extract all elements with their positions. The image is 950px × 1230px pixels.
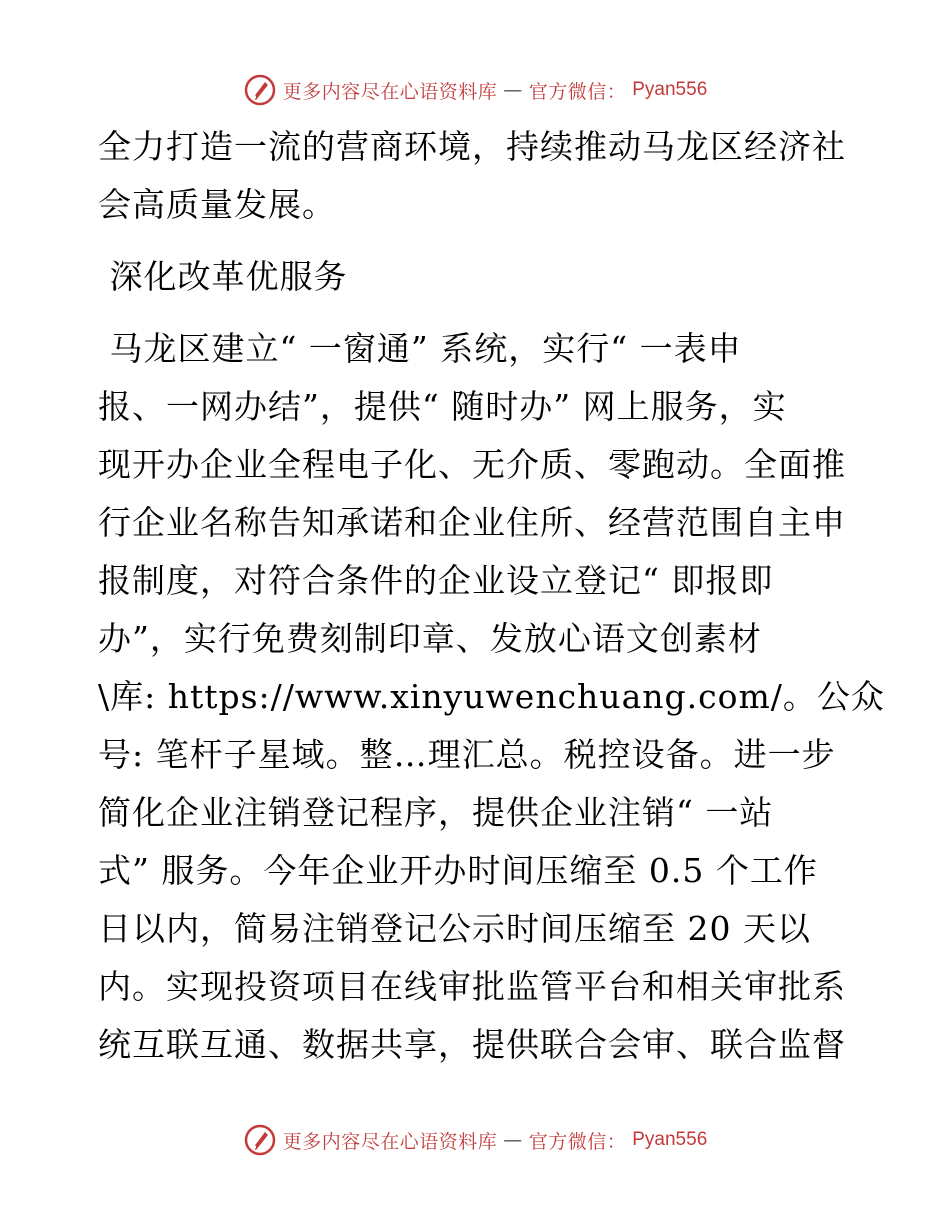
paragraph-line: 行企业名称告知承诺和企业住所、经营范围自主申 bbox=[98, 503, 846, 542]
paragraph-line: 现开办企业全程电子化、无介质、零跑动。全面推 bbox=[98, 445, 846, 484]
paragraph-line: 报制度，对符合条件的企业设立登记“ 即报即 bbox=[98, 561, 774, 600]
paragraph-line: 简化企业注销登记程序，提供企业注销“ 一站 bbox=[98, 793, 774, 832]
paragraph-line: 式” 服务。今年企业开办时间压缩至 0.5 个工作 bbox=[98, 851, 818, 890]
paragraph-line: 报、一网办结”，提供“ 随时办” 网上服务，实 bbox=[98, 387, 787, 426]
paragraph-line: 会高质量发展。 bbox=[98, 185, 336, 224]
pen-logo-icon bbox=[243, 73, 277, 107]
paragraph-line: \库: https://www.xinyuwenchuang.com/。公众 bbox=[98, 677, 885, 716]
paragraph-line: 马龙区建立“ 一窗通” 系统，实行“ 一表申 bbox=[98, 329, 742, 368]
footer-contact-label: 官方微信： bbox=[528, 1130, 627, 1153]
paragraph-line: 统互联互通、数据共享，提供联合会审、联合监督 bbox=[98, 1025, 846, 1064]
pen-logo-icon bbox=[243, 1123, 277, 1157]
paragraph-line: 全力打造一流的营商环境，持续推动马龙区经济社 bbox=[98, 127, 846, 166]
paragraph-line: 办”，实行免费刻制印章、发放心语文创素材 bbox=[98, 619, 762, 658]
footer-watermark bbox=[0, 1120, 950, 1160]
paragraph-line: 号: 笔杆子星域。整…理汇总。税控设备。进一步 bbox=[98, 735, 836, 774]
footer-watermark-separator: — bbox=[503, 1129, 523, 1151]
paragraph-line: 内。实现投资项目在线审批监管平台和相关审批系 bbox=[98, 967, 846, 1006]
header-contact-label: 官方微信： bbox=[528, 80, 627, 103]
header-watermark-text: 更多内容尽在心语资料库 bbox=[282, 80, 498, 103]
header-watermark-separator: — bbox=[503, 79, 523, 101]
footer-watermark-text: 更多内容尽在心语资料库 bbox=[282, 1130, 498, 1153]
document-body bbox=[98, 118, 885, 1074]
section-heading: 深化改革优服务 bbox=[98, 257, 348, 296]
header-watermark bbox=[0, 70, 950, 110]
paragraph-line: 日以内，简易注销登记公示时间压缩至 20 天以 bbox=[98, 909, 811, 948]
header-contact-id: Pyan556 bbox=[632, 79, 708, 100]
footer-contact-id: Pyan556 bbox=[632, 1129, 708, 1150]
